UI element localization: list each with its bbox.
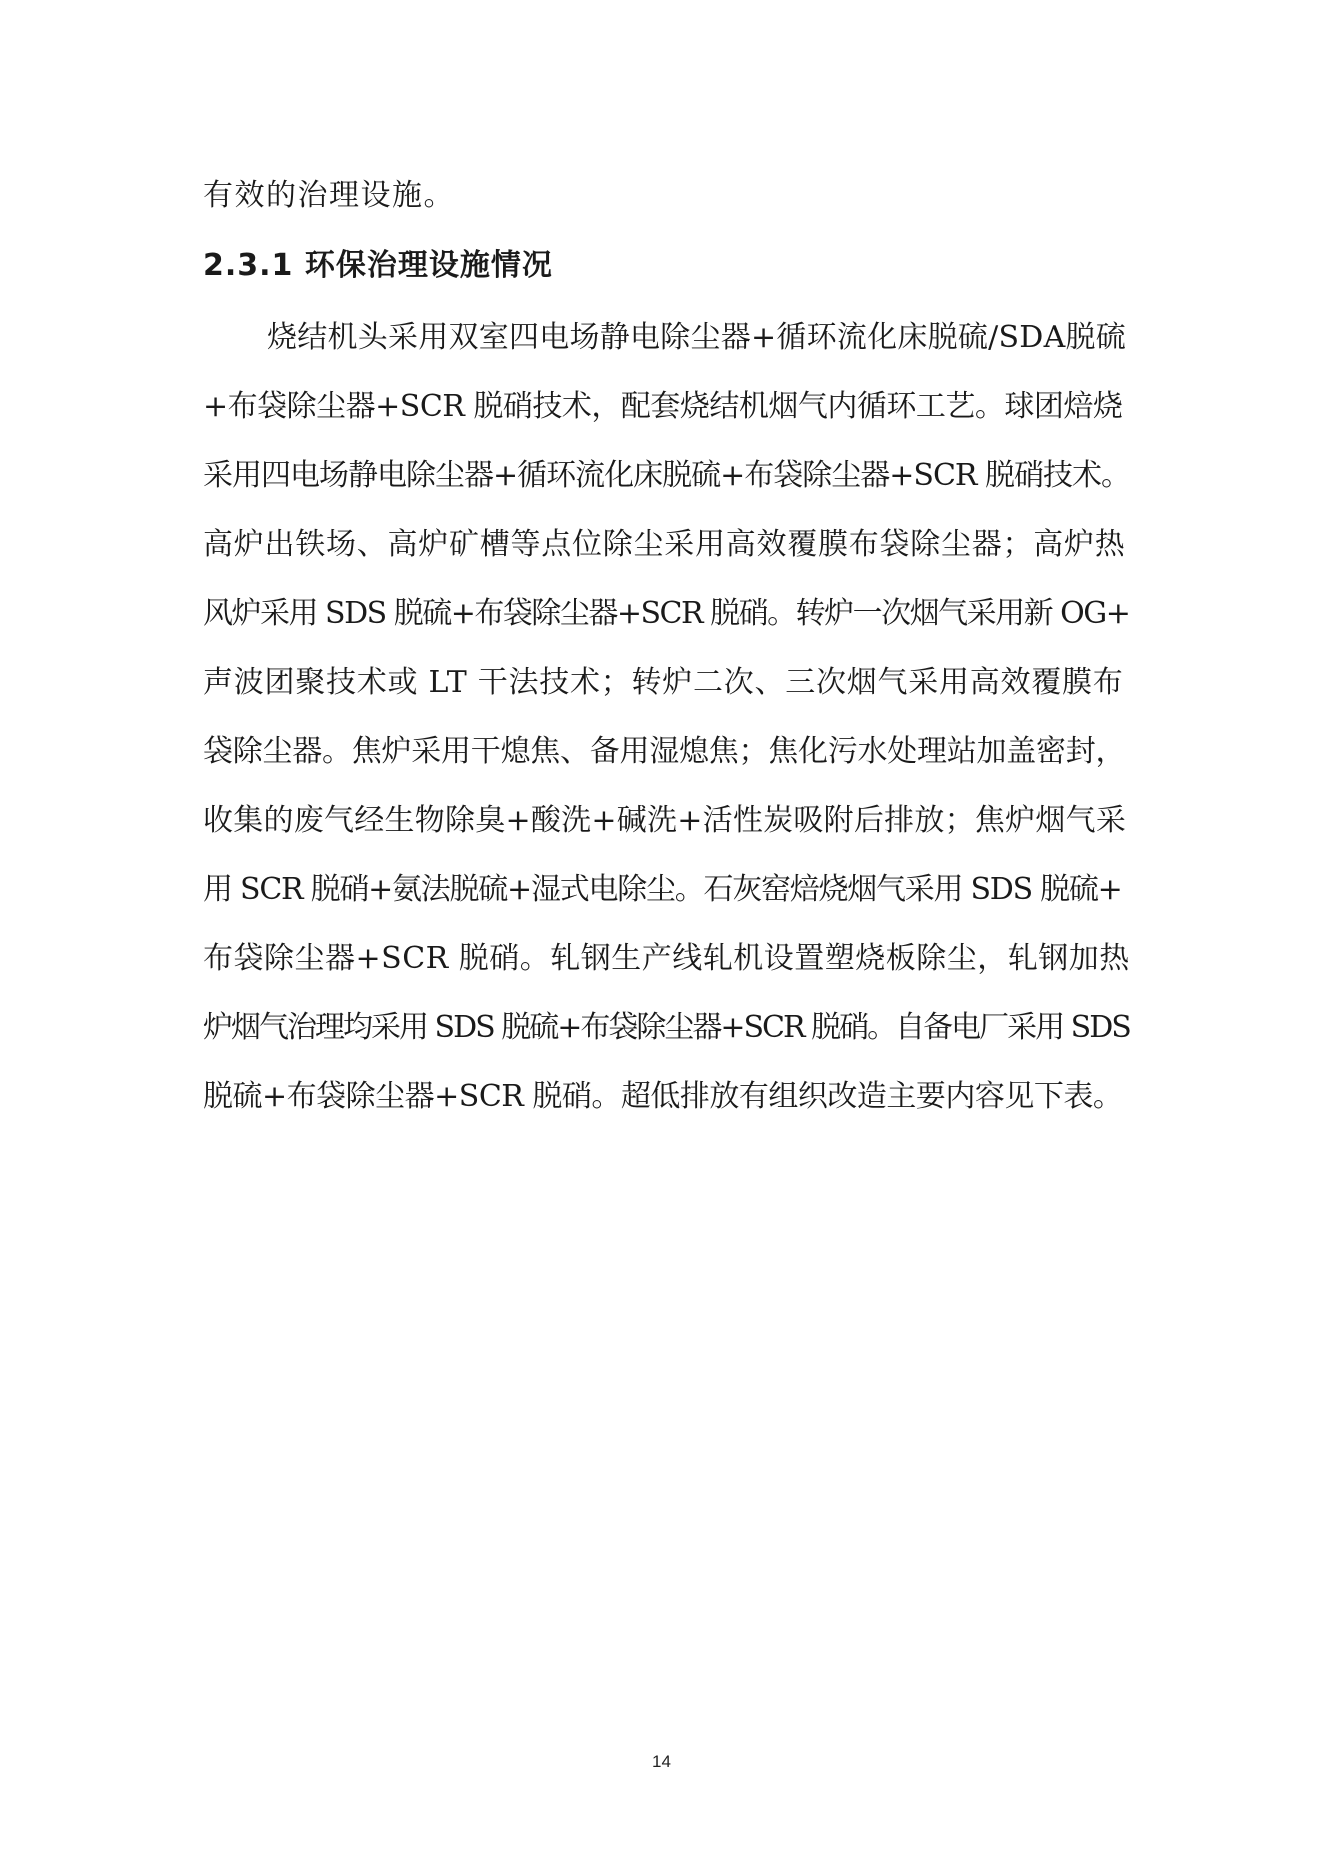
paragraph-line: 声波团聚技术或 LT 干法技术；转炉二次、三次烟气采用高效覆膜布 (203, 665, 1124, 700)
paragraph-line: 袋除尘器。焦炉采用干熄焦、备用湿熄焦；焦化污水处理站加盖密封， (203, 734, 1126, 769)
paragraph-line: 布袋除尘器+SCR 脱硝。轧钢生产线轧机设置塑烧板除尘，轧钢加热 (203, 941, 1130, 976)
section-heading: 2.3.1 环保治理设施情况 (203, 248, 553, 283)
paragraph-line: 用 SCR 脱硝+氨法脱硫+湿式电除尘。石灰窑焙烧烟气采用 SDS 脱硫+ (203, 872, 1122, 907)
paragraph-line: +布袋除尘器+SCR 脱硝技术，配套烧结机烟气内循环工艺。球团焙烧 (203, 389, 1123, 424)
paragraph-line: 脱硫+布袋除尘器+SCR 脱硝。超低排放有组织改造主要内容见下表。 (203, 1079, 1123, 1114)
paragraph-line: 烧结机头采用双室四电场静电除尘器+循环流化床脱硫/SDA脱硫 (267, 320, 1127, 355)
paragraph-line: 风炉采用 SDS 脱硫+布袋除尘器+SCR 脱硝。转炉一次烟气采用新 OG+ (203, 596, 1130, 631)
paragraph-line: 收集的废气经生物除臭+酸洗+碱洗+活性炭吸附后排放；焦炉烟气采 (203, 803, 1127, 838)
page-number: 14 (652, 1752, 671, 1771)
paragraph-line: 采用四电场静电除尘器+循环流化床脱硫+布袋除尘器+SCR 脱硝技术。 (203, 458, 1131, 493)
paragraph-line: 高炉出铁场、高炉矿槽等点位除尘采用高效覆膜布袋除尘器；高炉热 (203, 527, 1126, 562)
paragraph-line: 炉烟气治理均采用 SDS 脱硫+布袋除尘器+SCR 脱硝。自备电厂采用 SDS (203, 1010, 1130, 1045)
lead-text-line: 有效的治理设施。 (203, 178, 455, 213)
